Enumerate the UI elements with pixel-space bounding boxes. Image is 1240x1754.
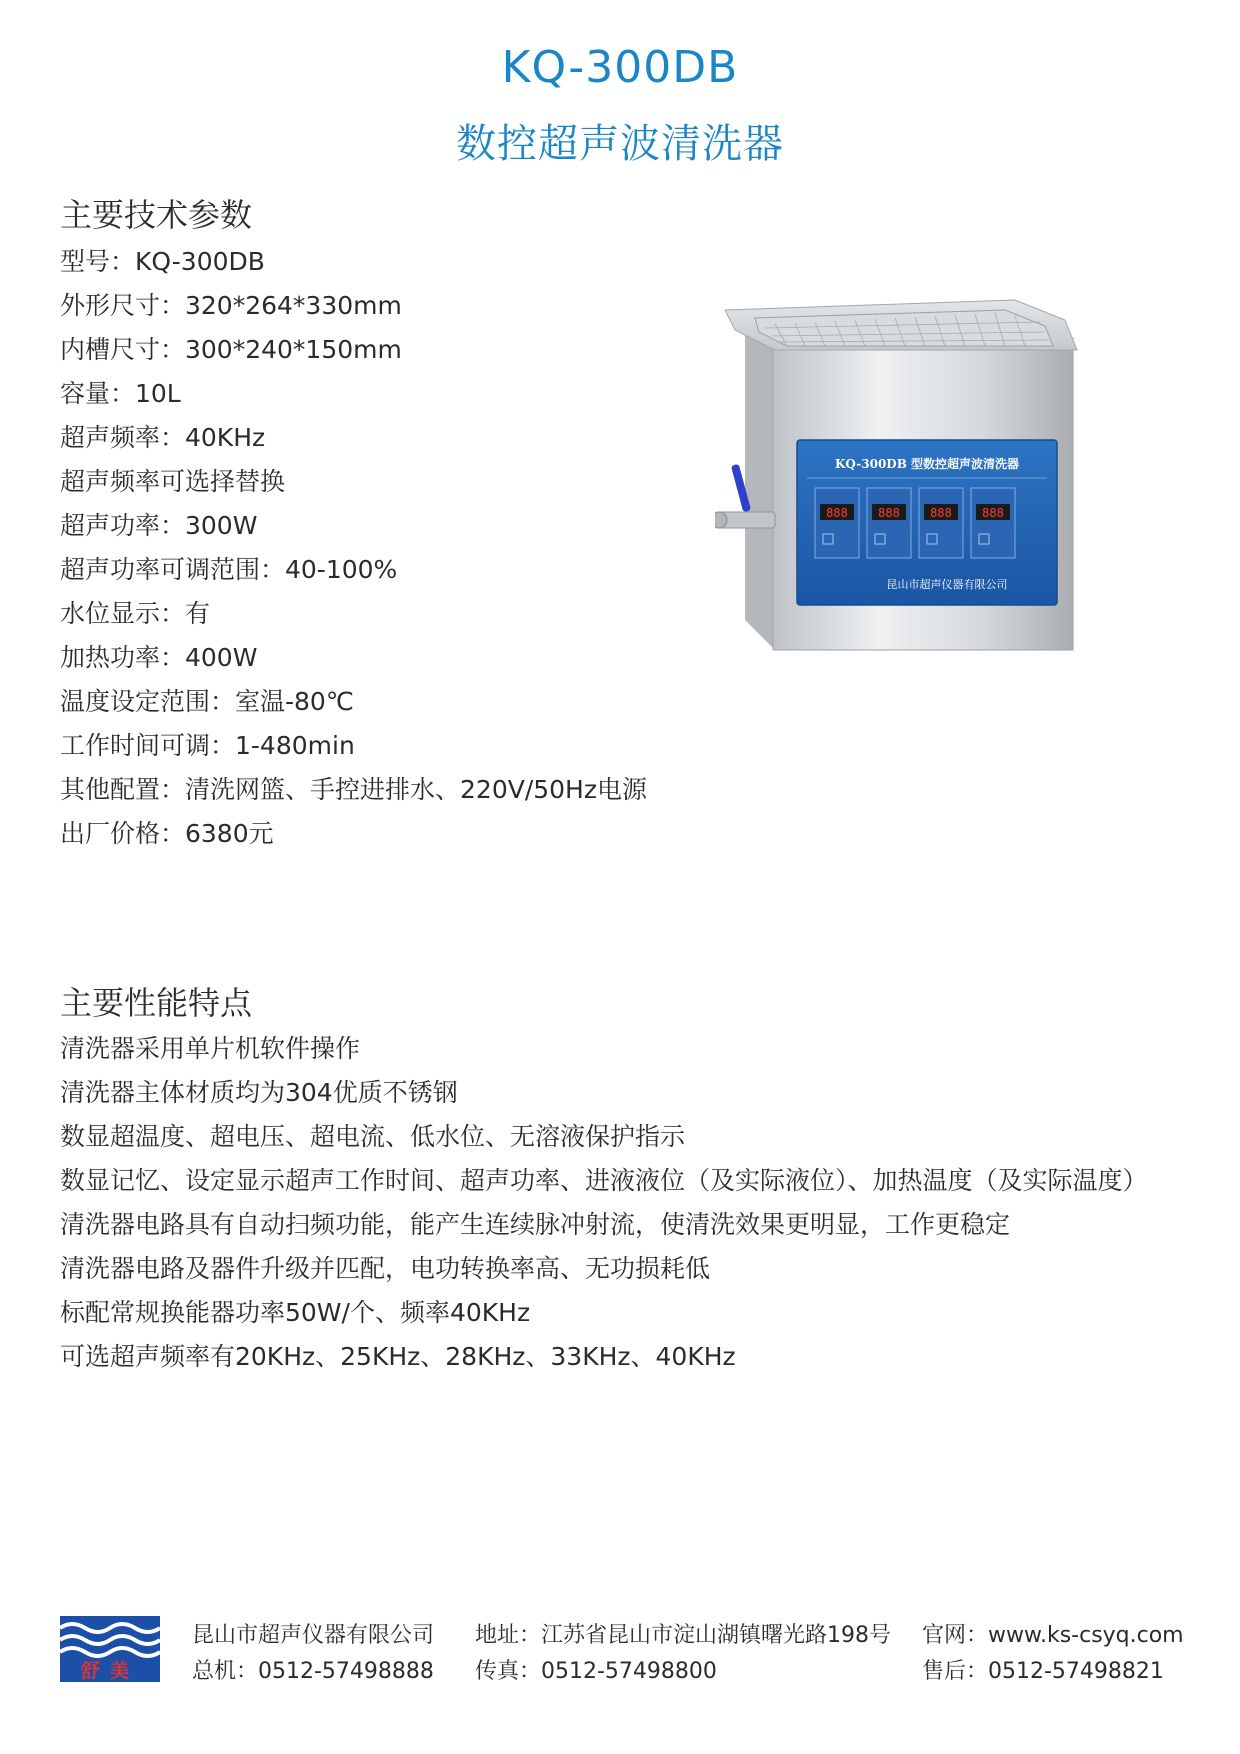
spec-item: 其他配置：清洗网篮、手控进排水、220V/50Hz电源	[60, 775, 647, 804]
spec-item: 超声功率可调范围：40-100%	[60, 555, 398, 584]
feature-item: 清洗器主体材质均为304优质不锈钢	[60, 1078, 458, 1107]
feature-item: 标配常规换能器功率50W/个、频率40KHz	[60, 1298, 531, 1327]
footer-after-sales: 售后：0512-57498821	[922, 1659, 1164, 1684]
model-title: KQ-300DB	[501, 42, 739, 93]
feature-item: 清洗器电路具有自动扫频功能，能产生连续脉冲射流，使清洗效果更明显，工作更稳定	[60, 1210, 1011, 1239]
feature-list	[60, 1027, 1148, 1379]
feature-item: 数显记忆、设定显示超声工作时间、超声功率、进液液位（及实际液位）、加热温度（及实际温度）	[60, 1166, 1148, 1195]
spec-list	[60, 240, 647, 856]
spec-item: 超声功率：300W	[60, 511, 258, 540]
footer-website: 官网：www.ks-csyq.com	[922, 1623, 1184, 1648]
footer-fax: 传真：0512-57498800	[475, 1659, 717, 1684]
spec-item: 型号：KQ-300DB	[60, 247, 265, 276]
spec-item: 加热功率：400W	[60, 643, 258, 672]
spec-item: 水位显示：有	[60, 599, 211, 628]
spec-item: 容量：10L	[60, 379, 181, 408]
spec-item: 出厂价格：6380元	[60, 819, 274, 848]
footer-company: 昆山市超声仪器有限公司	[192, 1623, 435, 1648]
display-digits: 888	[878, 506, 900, 520]
spec-item: 工作时间可调：1-480min	[60, 731, 355, 760]
company-logo	[60, 1616, 160, 1682]
spec-item: 内槽尺寸：300*240*150mm	[60, 335, 402, 364]
feature-item: 清洗器电路及器件升级并匹配，电功转换率高、无功损耗低	[60, 1254, 711, 1283]
feature-item: 可选超声频率有20KHz、25KHz、28KHz、33KHz、40KHz	[60, 1342, 736, 1371]
feature-item: 清洗器采用单片机软件操作	[60, 1034, 361, 1063]
panel-company: 昆山市超声仪器有限公司	[886, 578, 1008, 591]
features-heading: 主要性能特点	[60, 984, 253, 1022]
footer-company-block	[192, 1618, 434, 1690]
specs-heading: 主要技术参数	[60, 196, 253, 234]
spec-item: 外形尺寸：320*264*330mm	[60, 291, 402, 320]
spec-item: 超声频率可选择替换	[60, 467, 286, 496]
logo-text: 舒美	[80, 1660, 140, 1682]
footer-address: 地址：江苏省昆山市淀山湖镇曙光路198号	[475, 1623, 891, 1648]
display-digits: 888	[982, 506, 1004, 520]
panel-title: KQ-300DB 型数控超声波清洗器	[834, 457, 1020, 471]
tank-side	[745, 320, 775, 650]
footer-phone: 总机：0512-57498888	[192, 1659, 434, 1684]
spec-item: 超声频率：40KHz	[60, 423, 266, 452]
spec-item: 温度设定范围：室温-80℃	[60, 687, 354, 716]
product-title: 数控超声波清洗器	[456, 121, 784, 167]
display-digits: 888	[826, 506, 848, 520]
display-digits: 888	[930, 506, 952, 520]
footer-contact-block	[922, 1618, 1184, 1690]
footer-address-block	[475, 1618, 891, 1690]
product-image	[715, 290, 1090, 670]
feature-item: 数显超温度、超电压、超电流、低水位、无溶液保护指示	[60, 1122, 686, 1151]
